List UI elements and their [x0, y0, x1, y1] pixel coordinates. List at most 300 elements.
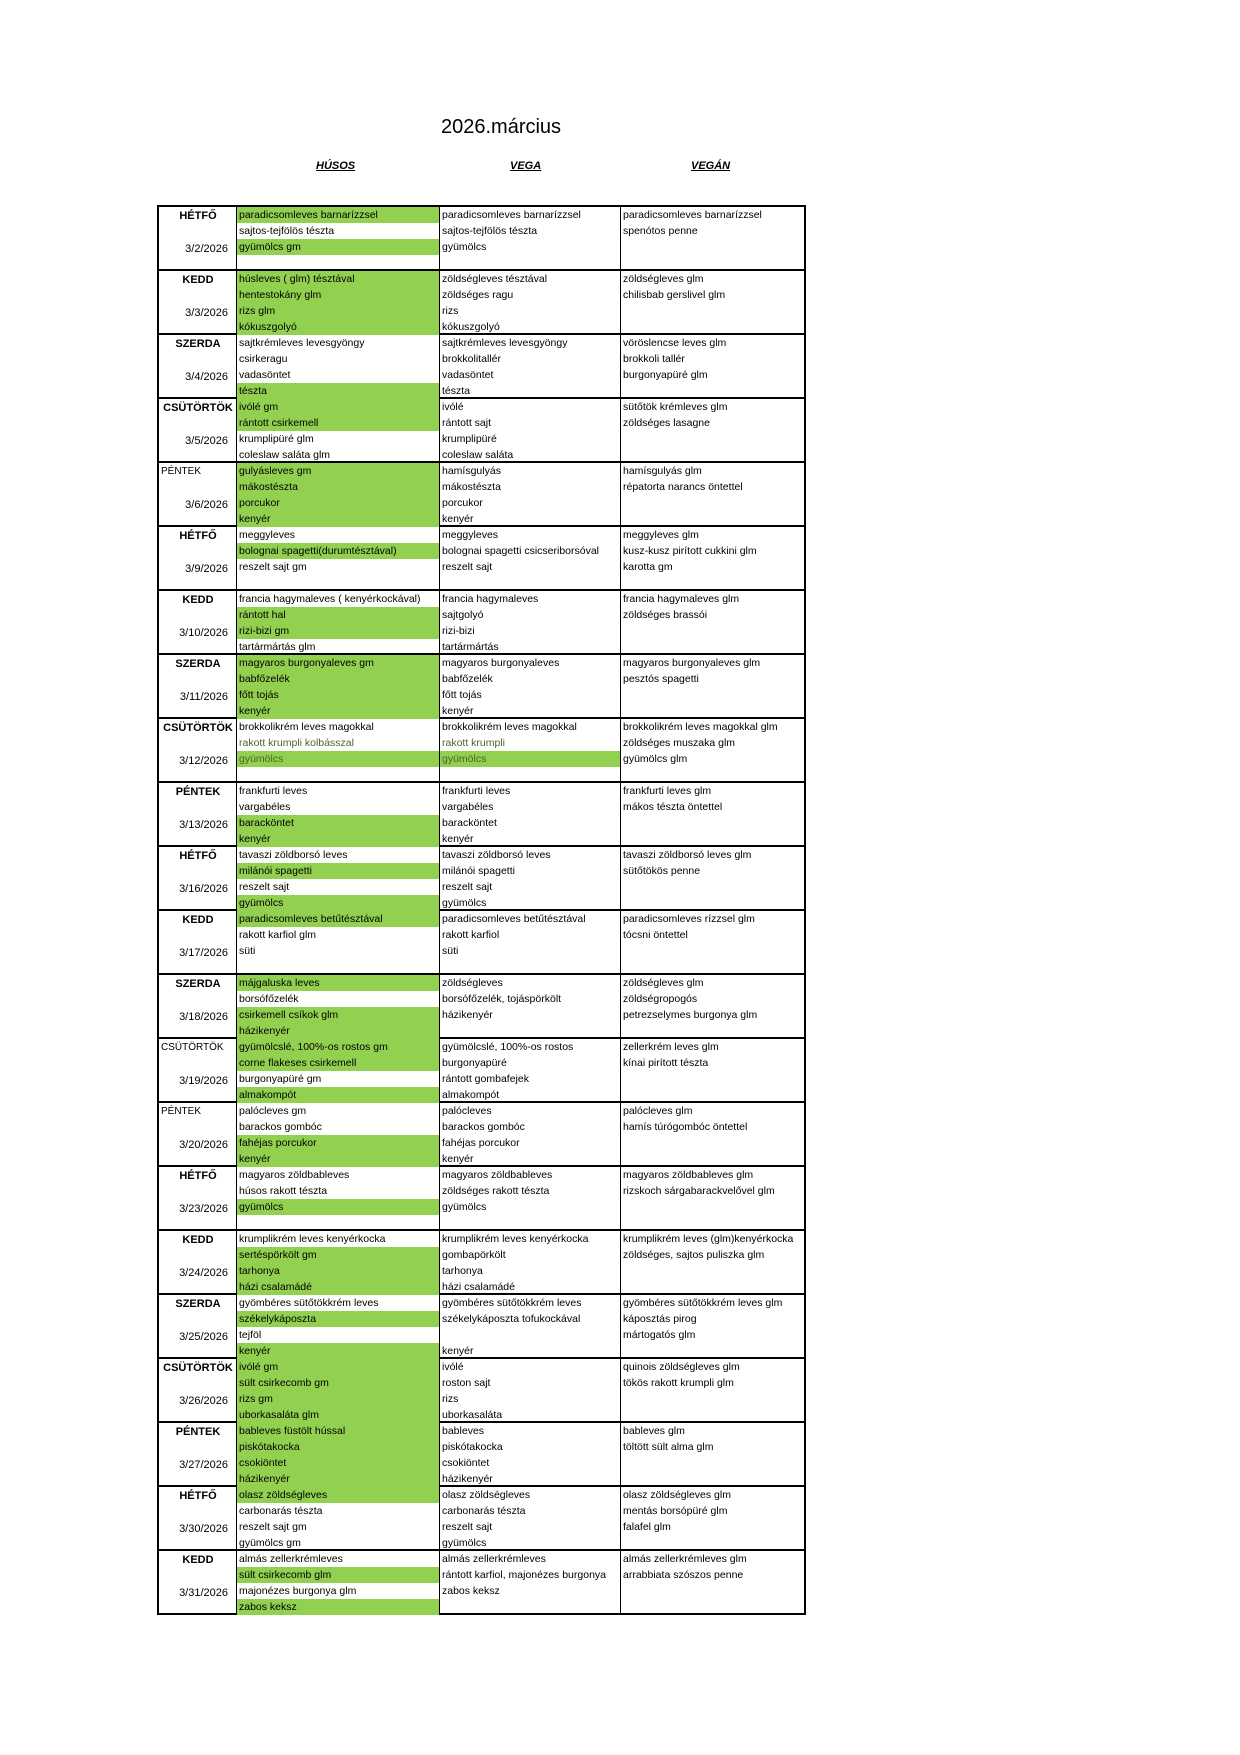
vega-menu-cell [440, 1423, 621, 1485]
menu-item: sütőtök krémleves glm [623, 401, 728, 413]
menu-item: baracköntet [442, 817, 497, 829]
day-name: KEDD [182, 594, 214, 606]
day-row [159, 1103, 806, 1167]
vega-menu-cell [440, 1039, 621, 1101]
vegan-menu-cell [621, 719, 806, 781]
day-cell [159, 207, 237, 269]
menu-item: paradicsomleves barnarízzsel [442, 209, 581, 221]
day-date: 3/26/2026 [179, 1395, 228, 1407]
menu-item: tarhonya [442, 1265, 483, 1277]
menu-item: paradicsomleves barnarízzsel [237, 207, 439, 223]
day-cell [159, 975, 237, 1037]
menu-item: kenyér [237, 831, 439, 847]
menu-item: magyaros burgonyaleves glm [623, 657, 761, 669]
menu-item: tavaszi zöldborsó leves glm [623, 849, 752, 861]
day-name: CSÜTÖRTÖK [163, 722, 233, 734]
day-date: 3/20/2026 [179, 1139, 228, 1151]
menu-item: zöldségleves tésztával [442, 273, 548, 285]
vega-menu-cell [440, 1295, 621, 1357]
menu-item: zabos keksz [442, 1585, 500, 1597]
menu-item: majonézes burgonya glm [239, 1585, 357, 1597]
menu-item: baracköntet [237, 815, 439, 831]
menu-item: magyaros burgonyaleves gm [237, 655, 439, 671]
menu-item: kenyér [237, 703, 439, 719]
day-date: 3/18/2026 [179, 1011, 228, 1023]
day-cell [159, 591, 237, 653]
vegan-menu-cell [621, 463, 806, 525]
menu-item: zellerkrém leves glm [623, 1041, 719, 1053]
menu-item: gyömbéres sütőtökkrém leves [442, 1297, 582, 1309]
menu-item: barackos gombóc [239, 1121, 322, 1133]
day-cell [159, 1103, 237, 1165]
menu-item: carbonarás tészta [442, 1505, 526, 1517]
day-name: SZERDA [175, 978, 221, 990]
menu-item: almakompót [237, 1087, 439, 1103]
day-name: SZERDA [175, 338, 221, 350]
vega-menu-cell [440, 399, 621, 461]
day-name: SZERDA [175, 658, 221, 670]
menu-item: magyaros zöldbableves [442, 1169, 553, 1181]
menu-item: sajtkrémleves levesgyöngy [239, 337, 365, 349]
menu-item: rántott hal [237, 607, 439, 623]
menu-item: tartármártás glm [239, 641, 316, 653]
vega-menu-cell [440, 1487, 621, 1549]
menu-item: rakott krumpli kolbásszal [239, 737, 354, 749]
menu-item: reszelt sajt [239, 881, 290, 893]
menu-item: gyümölcs [237, 895, 439, 911]
menu-item: kusz-kusz pirított cukkini glm [623, 545, 757, 557]
menu-item: olasz zöldségleves [237, 1487, 439, 1503]
menu-item: csirkemell csíkok glm [237, 1007, 439, 1023]
menu-item: gyümölcs [440, 751, 620, 767]
day-cell [159, 783, 237, 845]
menu-item: milánói spagetti [237, 863, 439, 879]
day-cell [159, 527, 237, 589]
menu-item [440, 1327, 620, 1343]
menu-item: tejföl [239, 1329, 262, 1341]
menu-item: mákostészta [237, 479, 439, 495]
menu-item: chilisbab gerslivel glm [623, 289, 726, 301]
menu-item: kenyér [237, 1151, 439, 1167]
day-date: 3/12/2026 [179, 755, 228, 767]
vega-menu-cell [440, 911, 621, 973]
menu-item: rizs glm [237, 303, 439, 319]
menu-item: kenyér [442, 833, 474, 845]
vegan-menu-cell [621, 1103, 806, 1165]
menu-item: rizs [442, 305, 459, 317]
menu-item: fahéjas porcukor [442, 1137, 520, 1149]
menu-item: zöldségleves glm [623, 273, 704, 285]
vega-menu-cell [440, 1231, 621, 1293]
vegan-menu-cell [621, 847, 806, 909]
menu-item: kenyér [237, 511, 439, 527]
menu-item: mentás borsópüré glm [623, 1505, 728, 1517]
menu-item: tartármártás [442, 641, 499, 653]
menu-item: gyümölcs [442, 897, 487, 909]
menu-item: gyümölcs gm [239, 1537, 301, 1549]
vega-menu-cell [440, 1167, 621, 1229]
menu-item: zöldséges ragu [442, 289, 514, 301]
vega-menu-cell [440, 463, 621, 525]
day-cell [159, 271, 237, 333]
day-name: KEDD [182, 1234, 214, 1246]
day-row [159, 1359, 806, 1423]
menu-item: sajtos-tejfölös tészta [239, 225, 335, 237]
menu-item: vadasöntet [442, 369, 494, 381]
day-cell [159, 335, 237, 397]
menu-item: húsleves ( glm) tésztával [237, 271, 439, 287]
menu-item: almakompót [442, 1089, 500, 1101]
menu-item: tavaszi zöldborsó leves [239, 849, 348, 861]
menu-item: hamísgulyás glm [623, 465, 702, 477]
menu-item: zöldségleves [442, 977, 503, 989]
menu-item: burgonyapüré [442, 1057, 507, 1069]
vega-menu-cell [440, 527, 621, 589]
day-row [159, 527, 806, 591]
day-cell [159, 463, 237, 525]
meat-menu-cell [237, 591, 440, 653]
menu-item: brokkolikrém leves magokkal glm [623, 721, 778, 733]
menu-item: bableves glm [623, 1425, 685, 1437]
meat-menu-cell [237, 655, 440, 717]
day-row [159, 1423, 806, 1487]
day-name: PÉNTEK [175, 786, 221, 798]
menu-item: kenyér [442, 705, 474, 717]
menu-item: májgaluska leves [237, 975, 439, 991]
menu-item: borsófőzelék, tojáspörkölt [442, 993, 562, 1005]
meat-menu-cell [237, 1295, 440, 1357]
vega-menu-cell [440, 1551, 621, 1613]
menu-item: sült csirkecomb gm [237, 1375, 439, 1391]
day-date: 3/16/2026 [179, 883, 228, 895]
menu-item: zöldségropogós [623, 993, 698, 1005]
day-date: 3/6/2026 [185, 499, 228, 511]
menu-item: burgonyapüré gm [239, 1073, 322, 1085]
day-date: 3/27/2026 [179, 1459, 228, 1471]
meat-menu-cell [237, 975, 440, 1037]
vegan-menu-cell [621, 975, 806, 1037]
menu-item: tészta [237, 383, 439, 399]
menu-item: karotta gm [623, 561, 673, 573]
day-date: 3/25/2026 [179, 1331, 228, 1343]
menu-item: házikenyér [442, 1009, 493, 1021]
menu-item: almás zellerkrémleves [442, 1553, 546, 1565]
vega-menu-cell [440, 655, 621, 717]
menu-item: tavaszi zöldborsó leves [442, 849, 551, 861]
vegan-menu-cell [621, 1423, 806, 1485]
day-cell [159, 1423, 237, 1485]
menu-item: krumplikrém leves kenyérkocka [239, 1233, 386, 1245]
day-cell [159, 911, 237, 973]
day-row [159, 1295, 806, 1359]
menu-item: coleslaw saláta glm [239, 449, 331, 461]
menu-item: gyümölcslé, 100%-os rostos gm [237, 1039, 439, 1055]
menu-item: székelykáposzta tofukockával [442, 1313, 581, 1325]
day-cell [159, 1295, 237, 1357]
menu-item: pesztós spagetti [623, 673, 699, 685]
day-date: 3/4/2026 [185, 371, 228, 383]
menu-item: rántott sajt [442, 417, 492, 429]
menu-item: brokkoli tallér [623, 353, 685, 365]
menu-item: paradicsomleves betűtésztával [237, 911, 439, 927]
menu-item: csokiöntet [237, 1455, 439, 1471]
menu-item: francia hagymaleves [442, 593, 539, 605]
meat-menu-cell [237, 527, 440, 589]
menu-item: gyömbéres sütőtökkrém leves [239, 1297, 379, 1309]
vega-menu-cell [440, 335, 621, 397]
day-date: 3/31/2026 [179, 1587, 228, 1599]
meat-menu-cell [237, 399, 440, 461]
menu-item: zöldséges lasagne [623, 417, 710, 429]
day-cell [159, 1167, 237, 1229]
menu-item: brokkolikrém leves magokkal [442, 721, 577, 733]
menu-item: bolognai spagetti csicseriborsóval [442, 545, 600, 557]
menu-item: kínai pirított tészta [623, 1057, 709, 1069]
menu-item: kókuszgolyó [237, 319, 439, 335]
menu-item: paradicsomleves barnarízzsel [623, 209, 762, 221]
day-date: 3/2/2026 [185, 243, 228, 255]
column-header-vegan: VEGÁN [691, 160, 731, 172]
menu-item: bableves [442, 1425, 485, 1437]
menu-item: káposztás pirog [623, 1313, 697, 1325]
day-name: CSÜTÖRTÖK [161, 1042, 224, 1053]
meat-menu-cell [237, 719, 440, 781]
menu-item: hentestokány glm [237, 287, 439, 303]
day-row [159, 847, 806, 911]
menu-item: gyömbéres sütőtökkrém leves glm [623, 1297, 783, 1309]
menu-item: krumplipüré glm [239, 433, 314, 445]
meat-menu-cell [237, 1167, 440, 1229]
day-name: KEDD [182, 914, 214, 926]
column-header-vega: VEGA [510, 160, 542, 172]
menu-item: mákos tészta öntettel [623, 801, 723, 813]
menu-item: piskótakocka [237, 1439, 439, 1455]
page-title: 2026.március [441, 116, 562, 138]
vega-menu-cell [440, 1359, 621, 1421]
vegan-menu-cell [621, 655, 806, 717]
menu-item: petrezselymes burgonya glm [623, 1009, 758, 1021]
menu-item: reszelt sajt gm [239, 1521, 307, 1533]
menu-item: olasz zöldségleves glm [623, 1489, 731, 1501]
day-cell [159, 1359, 237, 1421]
menu-item: gyümölcs [237, 751, 439, 767]
vegan-menu-cell [621, 1551, 806, 1613]
menu-item: kenyér [442, 513, 474, 525]
day-row [159, 1551, 806, 1615]
menu-item: krumplikrém leves (glm)kenyérkocka [623, 1233, 794, 1245]
menu-table [157, 205, 806, 1615]
day-cell [159, 1551, 237, 1613]
menu-item: sertéspörkölt gm [237, 1247, 439, 1263]
vegan-menu-cell [621, 1295, 806, 1357]
menu-item: rántott csirkemell [237, 415, 439, 431]
menu-item: rizi-bizi [442, 625, 475, 637]
day-date: 3/19/2026 [179, 1075, 228, 1087]
day-date: 3/24/2026 [179, 1267, 228, 1279]
menu-item: zöldségleves glm [623, 977, 704, 989]
meat-menu-cell [237, 1103, 440, 1165]
menu-item: sütőtökös penne [623, 865, 701, 877]
day-date: 3/17/2026 [179, 947, 228, 959]
menu-item: piskótakocka [442, 1441, 503, 1453]
menu-item: palócleves [442, 1105, 492, 1117]
day-name: HÉTFŐ [179, 1490, 217, 1502]
menu-item: burgonyapüré glm [623, 369, 708, 381]
day-name: PÉNTEK [161, 466, 202, 477]
menu-item: porcukor [237, 495, 439, 511]
vegan-menu-cell [621, 1039, 806, 1101]
day-name: KEDD [182, 1554, 214, 1566]
menu-item: süti [239, 945, 256, 957]
menu-item: gombapörkölt [442, 1249, 506, 1261]
menu-item: gyümölcs [442, 1537, 487, 1549]
menu-item: frankfurti leves [442, 785, 511, 797]
menu-item: kókuszgolyó [442, 321, 500, 333]
menu-item: csokiöntet [442, 1457, 490, 1469]
menu-item: uborkasaláta [442, 1409, 503, 1421]
day-cell [159, 1487, 237, 1549]
menu-item: almás zellerkrémleves [239, 1553, 343, 1565]
vegan-menu-cell [621, 783, 806, 845]
day-date: 3/5/2026 [185, 435, 228, 447]
vegan-menu-cell [621, 207, 806, 269]
day-name: HÉTFŐ [179, 530, 217, 542]
menu-item: gyümölcslé, 100%-os rostos [442, 1041, 574, 1053]
menu-item: tökös rakott krumpli glm [623, 1377, 734, 1389]
menu-item: kenyér [442, 1153, 474, 1165]
vegan-menu-cell [621, 271, 806, 333]
menu-item: almás zellerkrémleves glm [623, 1553, 747, 1565]
menu-item: roston sajt [442, 1377, 491, 1389]
day-row [159, 719, 806, 783]
menu-item: házikenyér [237, 1023, 439, 1039]
menu-item: házi csalamádé [237, 1279, 439, 1295]
day-date: 3/23/2026 [179, 1203, 228, 1215]
menu-item: gulyásleves gm [237, 463, 439, 479]
menu-item: gyümölcs gm [237, 239, 439, 255]
day-cell [159, 655, 237, 717]
menu-item: tészta [442, 385, 471, 397]
day-name: PÉNTEK [175, 1426, 221, 1438]
menu-item: ivólé gm [237, 399, 439, 415]
day-row [159, 335, 806, 399]
menu-item: házi csalamádé [442, 1281, 515, 1293]
menu-item: vargabéles [239, 801, 291, 813]
menu-item: magyaros zöldbableves glm [623, 1169, 754, 1181]
day-date: 3/11/2026 [179, 691, 228, 703]
vegan-menu-cell [621, 335, 806, 397]
menu-item: rakott karfiol [442, 929, 500, 941]
meat-menu-cell [237, 783, 440, 845]
menu-item: reszelt sajt gm [239, 561, 307, 573]
menu-item: magyaros burgonyaleves [442, 657, 560, 669]
menu-item: házikenyér [237, 1471, 439, 1487]
day-row [159, 207, 806, 271]
menu-item: zöldséges brassói [623, 609, 708, 621]
menu-item: spenótos penne [623, 225, 698, 237]
vegan-menu-cell [621, 399, 806, 461]
meat-menu-cell [237, 1487, 440, 1549]
menu-item: székelykáposzta [237, 1311, 439, 1327]
menu-item: süti [442, 945, 459, 957]
menu-item: meggyleves [442, 529, 499, 541]
meat-menu-cell [237, 463, 440, 525]
day-name: KEDD [182, 274, 214, 286]
menu-item: krumplipüré [442, 433, 497, 445]
menu-item: rántott karfiol, majonézes burgonya [442, 1569, 607, 1581]
menu-item: házikenyér [442, 1473, 493, 1485]
menu-item: sajtos-tejfölös tészta [442, 225, 538, 237]
day-row [159, 1231, 806, 1295]
day-row [159, 399, 806, 463]
day-name: SZERDA [175, 1298, 221, 1310]
vegan-menu-cell [621, 1167, 806, 1229]
menu-item: kenyér [237, 1343, 439, 1359]
menu-item: zöldséges muszaka glm [623, 737, 736, 749]
vega-menu-cell [440, 271, 621, 333]
day-row [159, 655, 806, 719]
meat-menu-cell [237, 847, 440, 909]
vega-menu-cell [440, 591, 621, 653]
menu-item: palócleves gm [239, 1105, 307, 1117]
menu-item: babfőzelék [442, 673, 493, 685]
day-row [159, 975, 806, 1039]
day-name: HÉTFŐ [179, 850, 217, 862]
menu-item: gyümölcs [442, 241, 487, 253]
day-name: HÉTFŐ [179, 1170, 217, 1182]
menu-item: rizi-bizi gm [237, 623, 439, 639]
menu-item: bableves füstölt hússal [237, 1423, 439, 1439]
day-row [159, 591, 806, 655]
menu-item: tarhonya [237, 1263, 439, 1279]
meat-menu-cell [237, 271, 440, 333]
menu-item: rizs gm [237, 1391, 439, 1407]
column-header-meat: HÚSOS [316, 160, 356, 172]
day-date: 3/13/2026 [179, 819, 228, 831]
vega-menu-cell [440, 975, 621, 1037]
menu-item: reszelt sajt [442, 1521, 493, 1533]
menu-item: meggyleves glm [623, 529, 699, 541]
menu-item: fahéjas porcukor [237, 1135, 439, 1151]
day-row [159, 463, 806, 527]
day-row [159, 271, 806, 335]
menu-item: paradicsomleves betűtésztával [442, 913, 586, 925]
menu-item: zöldséges rakott tészta [442, 1185, 550, 1197]
menu-item: barackos gombóc [442, 1121, 525, 1133]
day-cell [159, 1039, 237, 1101]
day-row [159, 783, 806, 847]
menu-item: kenyér [442, 1345, 474, 1357]
menu-item: babfőzelék [237, 671, 439, 687]
day-name: CSÜTÖRTÖK [163, 1362, 233, 1374]
menu-item: vöröslencse leves glm [623, 337, 727, 349]
menu-item: gyümölcs glm [623, 753, 688, 765]
meat-menu-cell [237, 207, 440, 269]
menu-item: csirkeragu [239, 353, 288, 365]
menu-item: reszelt sajt [442, 881, 493, 893]
menu-item: tócsni öntettel [623, 929, 688, 941]
meat-menu-cell [237, 1231, 440, 1293]
meat-menu-cell [237, 911, 440, 973]
menu-item: sült csirkecomb glm [237, 1567, 439, 1583]
menu-item: milánói spagetti [442, 865, 515, 877]
menu-item: frankfurti leves glm [623, 785, 712, 797]
vegan-menu-cell [621, 1231, 806, 1293]
day-cell [159, 1231, 237, 1293]
menu-item: olasz zöldségleves [442, 1489, 531, 1501]
menu-item: töltött sült alma glm [623, 1441, 714, 1453]
menu-item: mártogatós glm [623, 1329, 696, 1341]
